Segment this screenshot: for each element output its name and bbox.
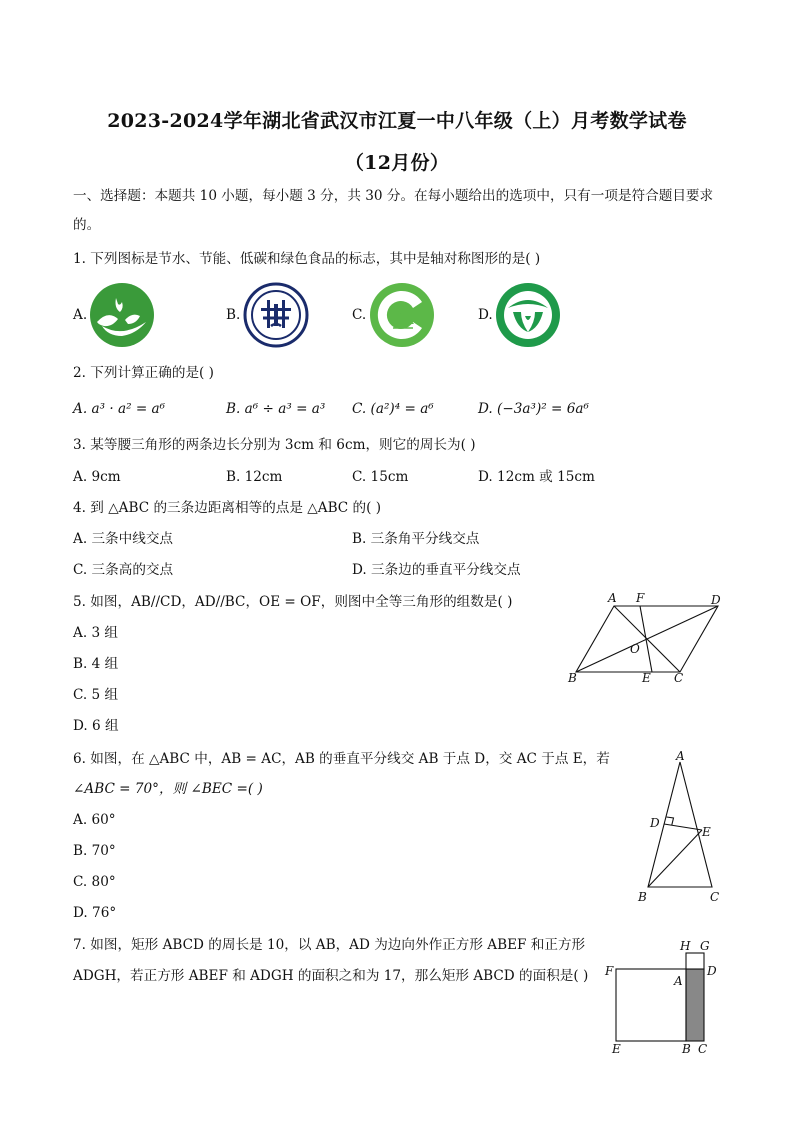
q4-option-c: C. 三条高的交点 bbox=[73, 562, 174, 578]
question-4-stem: 4. 到 △ABC 的三条边距离相等的点是 △ABC 的( ) bbox=[73, 500, 382, 516]
q6-option-c: C. 80° bbox=[73, 874, 116, 890]
q2-option-d: D. (−3a³)² = 6a⁶ bbox=[478, 401, 589, 417]
q3-option-c: C. 15cm bbox=[352, 469, 409, 485]
q7-label-h: H bbox=[680, 939, 691, 953]
q6-label-e: E bbox=[702, 825, 711, 839]
q2-option-c: C. (a²)⁴ = a⁶ bbox=[352, 401, 434, 417]
q3-option-d: D. 12cm 或 15cm bbox=[478, 469, 595, 485]
page-subtitle: （12月份） bbox=[344, 152, 450, 174]
q7-label-d: D bbox=[707, 964, 717, 978]
q4-option-b: B. 三条角平分线交点 bbox=[352, 531, 480, 547]
q5-label-e: E bbox=[642, 671, 651, 685]
q1-option-c-label: C. bbox=[352, 307, 367, 323]
section-instructions-cont: 的。 bbox=[73, 217, 101, 233]
q5-label-d: D bbox=[711, 593, 721, 607]
q3-option-b: B. 12cm bbox=[226, 469, 283, 485]
q1-option-a-label: A. bbox=[73, 307, 88, 323]
green-food-logo-icon bbox=[495, 282, 561, 348]
question-6-stem-line2: ∠ABC = 70°，则 ∠BEC =( ) bbox=[73, 781, 263, 797]
q5-option-b: B. 4 组 bbox=[73, 656, 119, 672]
energy-saving-logo-icon bbox=[243, 282, 309, 348]
question-5-stem: 5. 如图，AB//CD，AD//BC，OE = OF，则图中全等三角形的组数是( ) bbox=[73, 594, 513, 610]
q7-label-e: E bbox=[612, 1042, 621, 1056]
q6-label-d: D bbox=[650, 816, 660, 830]
q5-option-a: A. 3 组 bbox=[73, 625, 119, 641]
section-instructions: 一、选择题：本题共 10 小题，每小题 3 分，共 30 分。在每小题给出的选项中，只有一项是符合题目要求 bbox=[73, 188, 714, 204]
q6-label-c: C bbox=[710, 890, 720, 904]
q6-label-b: B bbox=[638, 890, 647, 904]
question-2-stem: 2. 下列计算正确的是( ) bbox=[73, 365, 214, 381]
q7-label-g: G bbox=[700, 939, 710, 953]
question-7-stem-line1: 7. 如图，矩形 ABCD 的周长是 10，以 AB，AD 为边向外作正方形 ABEF 和正方形 bbox=[73, 937, 586, 953]
q5-label-f: F bbox=[636, 591, 645, 605]
q5-parallelogram-figure bbox=[560, 588, 740, 688]
q5-label-a: A bbox=[608, 591, 617, 605]
q6-option-a: A. 60° bbox=[73, 812, 116, 828]
q7-label-f: F bbox=[605, 964, 614, 978]
q1-option-d-label: D. bbox=[478, 307, 493, 323]
q5-label-o: O bbox=[630, 642, 640, 656]
question-6-stem-line1: 6. 如图，在 △ABC 中，AB = AC，AB 的垂直平分线交 AB 于点 D，交 AC 于点 E，若 bbox=[73, 751, 610, 767]
q5-label-b: B bbox=[568, 671, 577, 685]
q4-option-d: D. 三条边的垂直平分线交点 bbox=[352, 562, 521, 578]
page-title: 2023-2024学年湖北省武汉市江夏一中八年级（上）月考数学试卷 bbox=[107, 110, 687, 132]
q6-label-a: A bbox=[676, 749, 685, 763]
q5-option-d: D. 6 组 bbox=[73, 718, 119, 734]
q4-option-a: A. 三条中线交点 bbox=[73, 531, 174, 547]
q7-label-a: A bbox=[674, 974, 683, 988]
question-3-stem: 3. 某等腰三角形的两条边长分别为 3cm 和 6cm，则它的周长为( ) bbox=[73, 437, 476, 453]
q7-squares-figure bbox=[600, 935, 740, 1060]
question-1-stem: 1. 下列图标是节水、节能、低碳和绿色食品的标志，其中是轴对称图形的是( ) bbox=[73, 251, 541, 267]
q1-option-b-label: B. bbox=[226, 307, 241, 323]
q7-label-c: C bbox=[698, 1042, 708, 1056]
q6-option-b: B. 70° bbox=[73, 843, 116, 859]
water-saving-logo-icon bbox=[88, 282, 156, 348]
question-7-stem-line2: ADGH，若正方形 ABEF 和 ADGH 的面积之和为 17，那么矩形 ABCD 的面积是( ) bbox=[73, 968, 589, 984]
q2-option-b: B. a⁶ ÷ a³ = a³ bbox=[226, 401, 326, 417]
low-carbon-logo-icon bbox=[369, 282, 435, 348]
q5-label-c: C bbox=[674, 671, 684, 685]
q6-triangle-figure bbox=[630, 748, 730, 908]
q3-option-a: A. 9cm bbox=[73, 469, 121, 485]
q2-option-a: A. a³ · a² = a⁶ bbox=[73, 401, 166, 417]
q5-option-c: C. 5 组 bbox=[73, 687, 119, 703]
q7-label-b: B bbox=[682, 1042, 691, 1056]
q6-option-d: D. 76° bbox=[73, 905, 117, 921]
